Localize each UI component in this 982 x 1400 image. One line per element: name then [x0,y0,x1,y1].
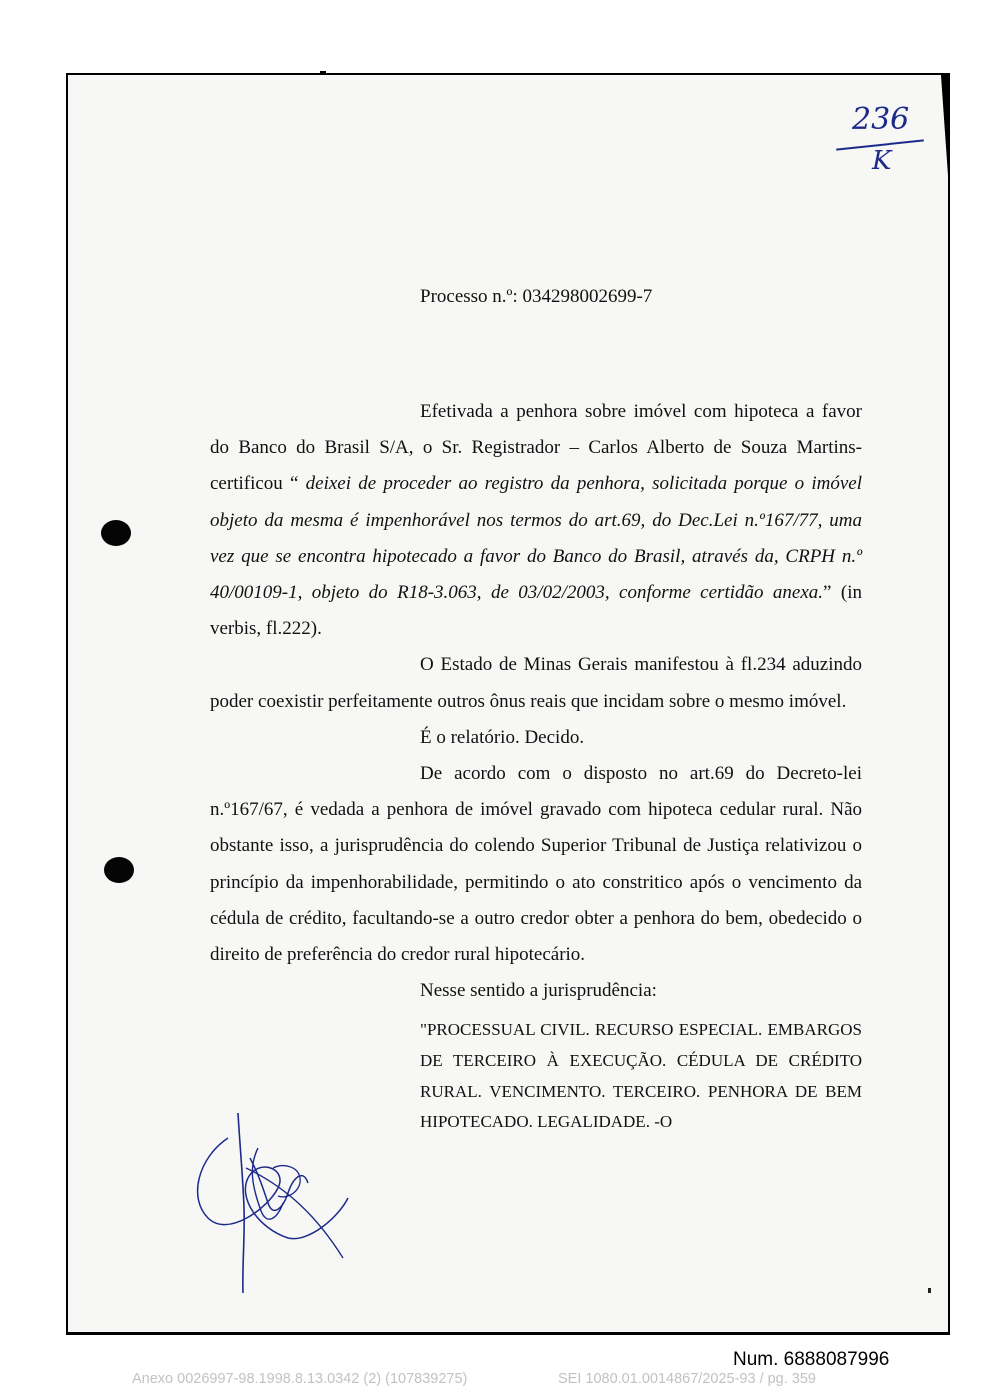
folio-number: 236 [852,102,910,137]
folio-initial: K [872,146,892,176]
footer-annex-reference: Anexo 0026997-98.1998.8.13.0342 (2) (107839275) [132,1371,468,1387]
scan-speck [320,71,326,75]
paragraph-jurisprudence-intro: Nesse sentido a jurisprudência: [420,980,657,1002]
body-text [210,394,862,1138]
folio-mark [830,102,940,182]
handwritten-signature [188,1108,358,1298]
paragraph-report: É o relatório. Decido. [420,726,585,748]
paragraph-certification [210,394,862,647]
scan-speck [928,1288,931,1293]
footer-document-number: Num. 6888087996 [733,1349,890,1370]
jurisprudence-quote: "PROCESSUAL CIVIL. RECURSO ESPECIAL. EMBARGOS DE TERCEIRO À EXECUÇÃO. CÉDULA DE CRÉDITO RURAL. VENCIMENTO. TERCEIRO. PENHORA DE BEM HIPOTECADO. LEGALIDADE. -O [420,1020,862,1132]
paragraph-text: Efetivada a penhora sobre imóvel com hipoteca a favor do Banco do Brasil S/A, o Sr. Registrador – Carlos Alberto de Souza Martins- certificou “ [210,401,862,495]
paragraph-state-manifest: O Estado de Minas Gerais manifestou à fl.234 aduzindo poder coexistir perfeitamente outros ônus reais que incidam sobre o mesmo imóvel. [210,654,862,712]
punch-hole [104,857,134,883]
process-number: Processo n.º: 034298002699-7 [420,286,653,307]
quoted-certificate: deixei de proceder ao registro da penhora, solicitada porque o imóvel objeto da mesma é impenhorável nos termos do art.69, do Dec.Lei n.º167/77, uma vez que se encontra hipotecado a favor do Banco do Brasil, através da, CRPH n.º 40/00109-1, objeto do R18-3.063, de 03/02/2003, conforme certidão anexa. [210,473,862,604]
punch-hole [101,520,131,546]
paragraph-text: ” (in verbis, fl.222). [210,582,863,640]
paragraph-decision: De acordo com o disposto no art.69 do Decreto-lei n.º167/67, é vedada a penhora de imóvel gravado com hipoteca cedular rural. Não obstante isso, a jurisprudência do colendo Superior Tribunal de Justiça relativizou o princípio da impenhorabilidade, permitindo o ato constritico após o vencimento da cédula de crédito, facultando-se a outro credor obter a penhora do bem, obedecido o direito de preferência do credor rural hipotecário. [210,763,862,966]
footer-sei-reference: SEI 1080.01.0014867/2025-93 / pg. 359 [558,1371,816,1387]
